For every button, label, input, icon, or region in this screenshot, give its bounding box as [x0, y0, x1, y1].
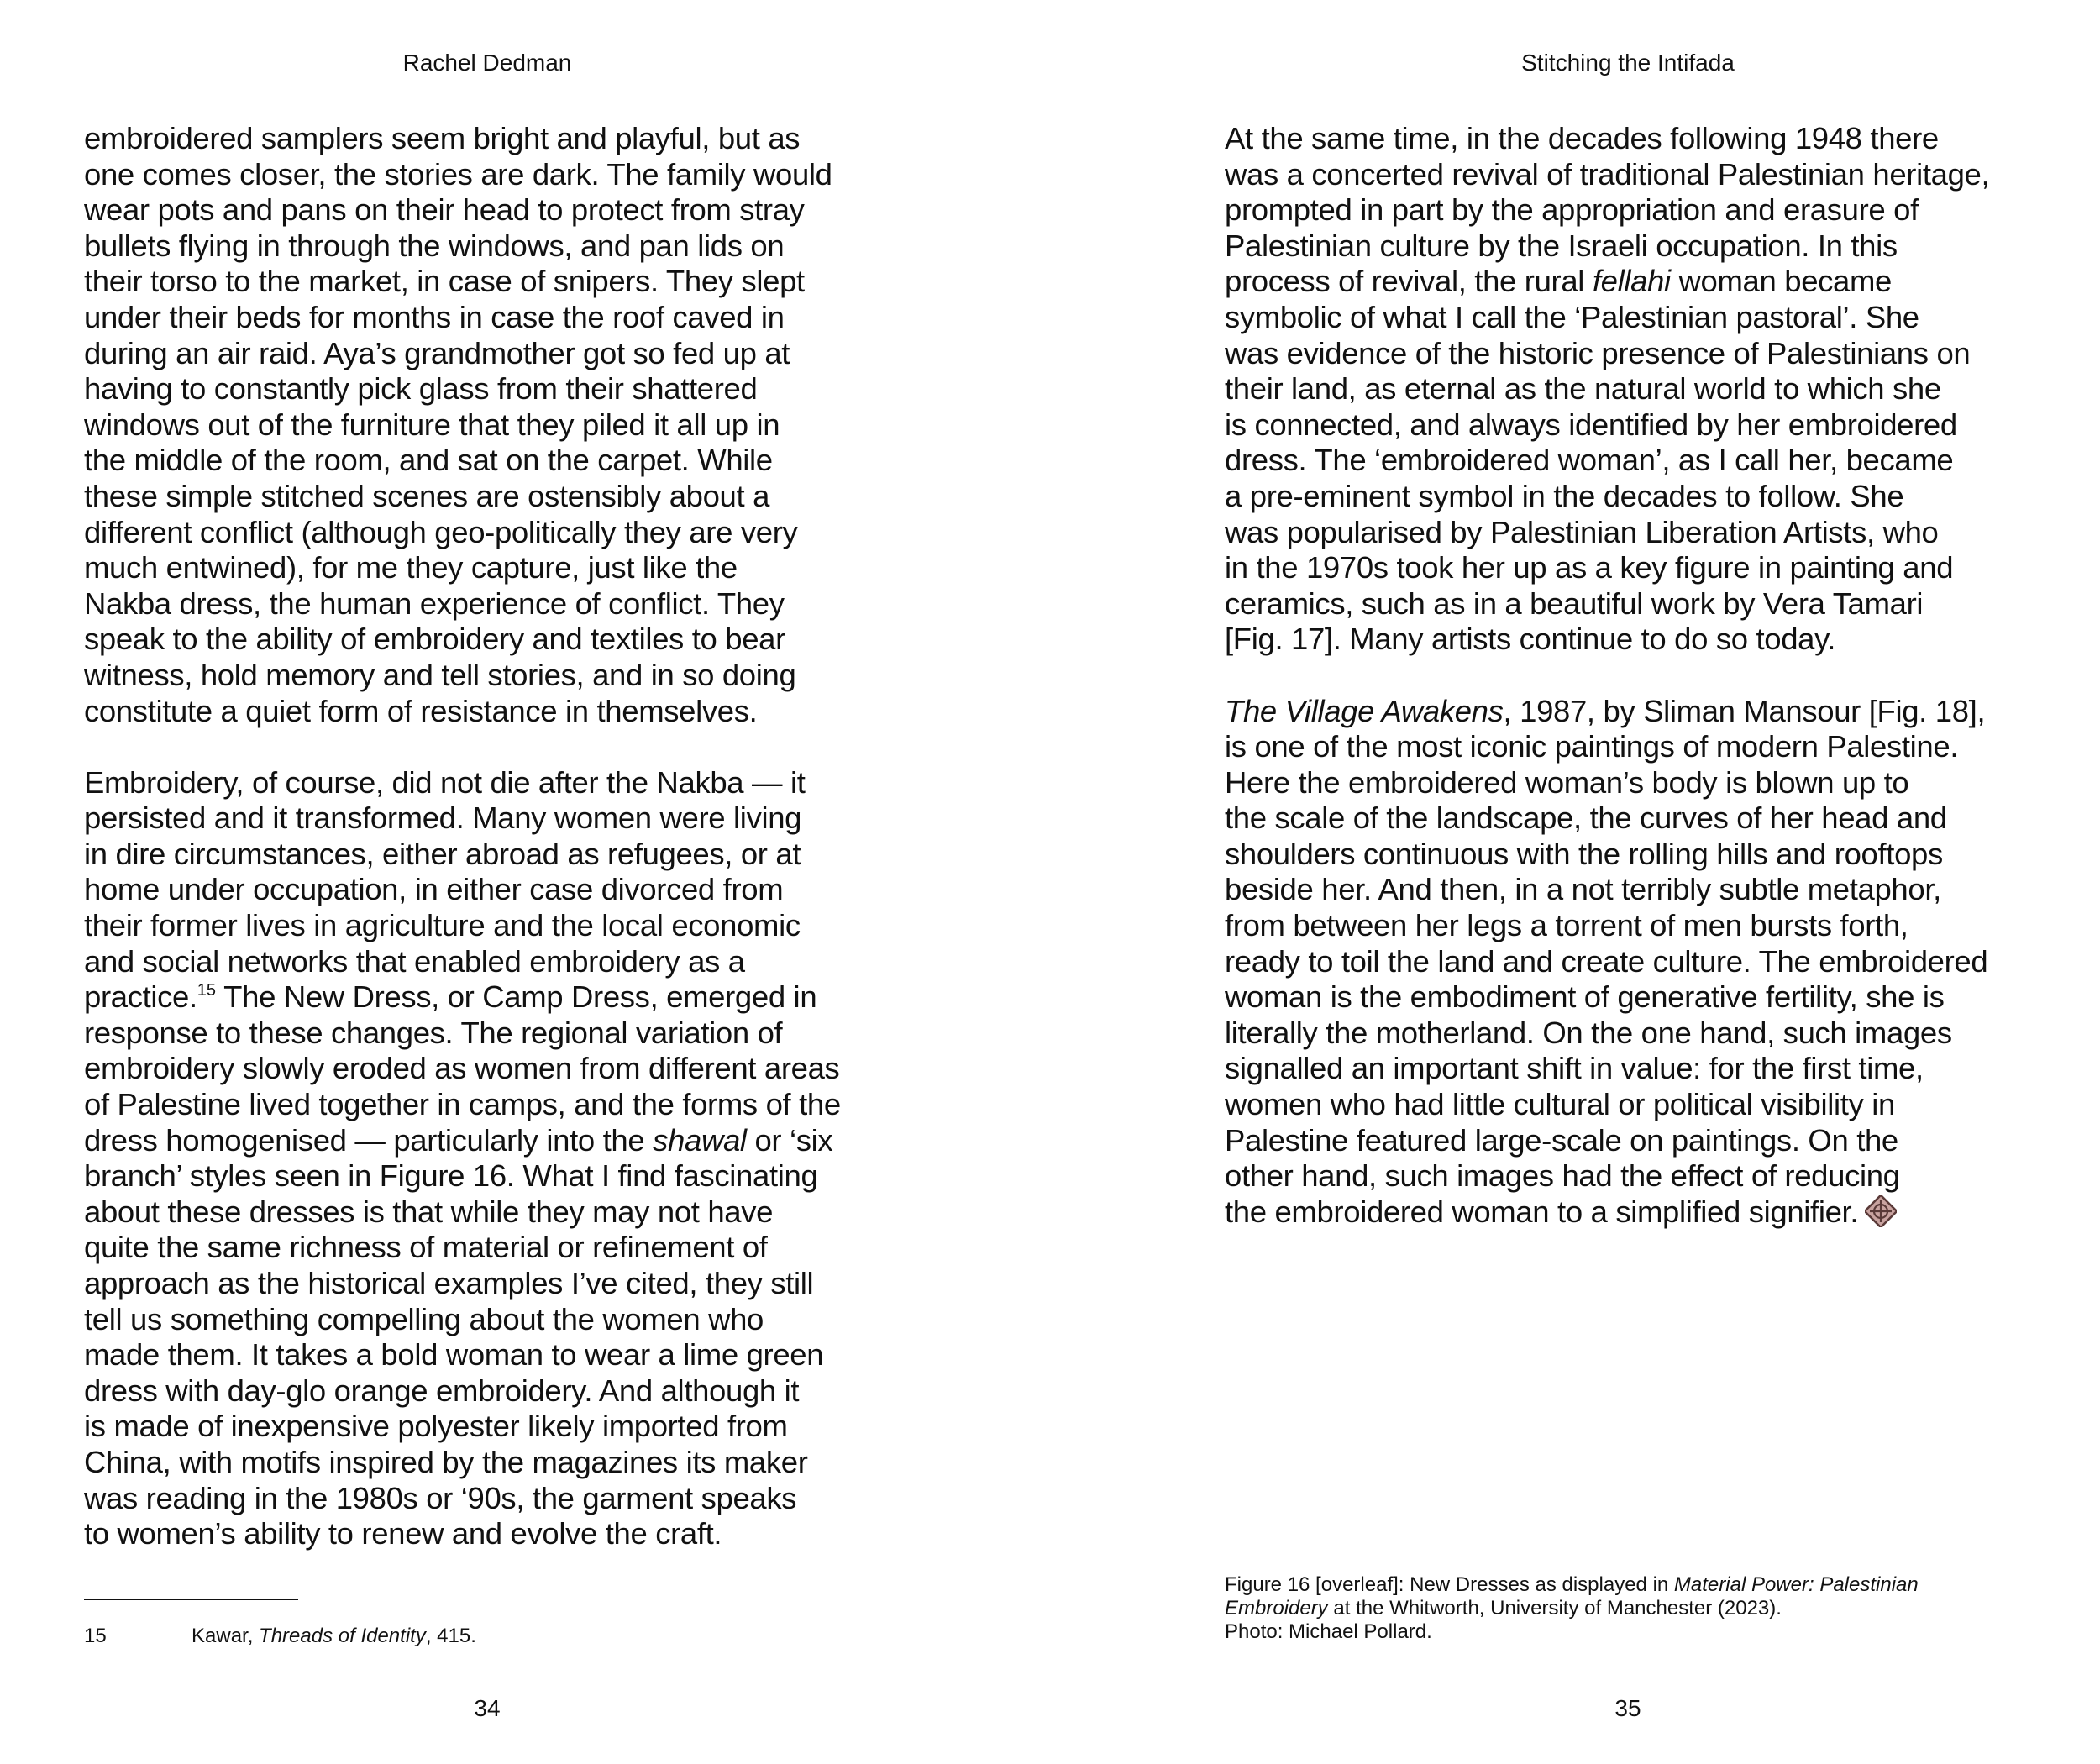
caption-line — [1225, 1597, 2048, 1620]
paragraph-gap — [1225, 658, 2065, 694]
text-line: different conflict (although geo-politically they are very — [84, 514, 798, 549]
footnote-pages: , 415. — [425, 1625, 476, 1647]
text-fragment: process of revival, the rural — [1225, 264, 1593, 299]
caption-photo-credit: Photo: Michael Pollard. — [1225, 1620, 1432, 1643]
right-paragraph-1 — [1225, 121, 2065, 658]
text-line: women who had little cultural or political visibility in — [1225, 1087, 1895, 1122]
text-line: in the 1970s took her up as a key figure in painting and — [1225, 550, 1954, 585]
text-line: home under occupation, in either case divorced from — [84, 872, 784, 907]
text-line: their torso to the market, in case of snipers. They slept — [84, 264, 805, 299]
text-line-with-footnote — [84, 979, 932, 1016]
text-line: China, with motifs inspired by the magazines its maker — [84, 1444, 808, 1479]
text-line: under their beds for months in case the roof caved in — [84, 299, 785, 334]
text-line: tell us something compelling about the women who — [84, 1301, 764, 1336]
text-line: prompted in part by the appropriation and erasure of — [1225, 192, 1919, 228]
text-line: made them. It takes a bold woman to wear a lime green — [84, 1337, 824, 1373]
text-line: dress with day-glo orange embroidery. And although it — [84, 1373, 800, 1408]
text-line: was popularised by Palestinian Liberation Artists, who — [1225, 514, 1939, 549]
exhibition-title: Embroidery — [1225, 1597, 1328, 1620]
text-line: Nakba dress, the human experience of conflict. They — [84, 585, 785, 621]
text-line: the scale of the landscape, the curves of her head and — [1225, 801, 1947, 836]
text-line-with-italic — [84, 1123, 932, 1159]
text-line: witness, hold memory and tell stories, and in so doing — [84, 657, 796, 692]
left-body-text — [84, 121, 932, 1552]
text-line: was a concerted revival of traditional Palestinian heritage, — [1225, 156, 1990, 192]
footnote-15 — [84, 1624, 476, 1649]
text-line: much entwined), for me they capture, just like the — [84, 550, 738, 585]
italic-term-fellahi: fellahi — [1592, 264, 1671, 299]
text-line: was evidence of the historic presence of Palestinians on — [1225, 335, 1971, 370]
text-line: a pre-eminent symbol in the decades to follow. She — [1225, 478, 1904, 513]
text-fragment: dress homogenised — particularly into the — [84, 1122, 654, 1158]
text-line: constitute a quiet form of resistance in themselves. — [84, 693, 758, 728]
text-fragment: practice. — [84, 979, 197, 1015]
caption-line — [1225, 1573, 2048, 1597]
page-number-left: 34 — [474, 1695, 501, 1721]
text-line: shoulders continuous with the rolling hills and rooftops — [1225, 836, 1943, 871]
text-line: of Palestine lived together in camps, and the forms of the — [84, 1087, 841, 1122]
text-fragment: Figure 16 [overleaf]: New Dresses as displayed in — [1225, 1573, 1674, 1596]
text-line: bullets flying in through the windows, and pan lids on — [84, 228, 785, 263]
footnote-number: 15 — [84, 1625, 107, 1647]
footnote-author: Kawar, — [192, 1625, 260, 1647]
text-line: branch’ styles seen in Figure 16. What I find fascinating — [84, 1158, 818, 1194]
text-line: having to constantly pick glass from their shattered — [84, 371, 758, 407]
text-line: woman is the embodiment of generative fertility, she is — [1225, 979, 1945, 1015]
footnote-book-title: Threads of Identity — [259, 1625, 426, 1647]
text-line: is one of the most iconic paintings of modern Palestine. — [1225, 729, 1959, 764]
left-paragraph-2 — [84, 765, 932, 1552]
text-line: about these dresses is that while they may not have — [84, 1194, 774, 1229]
text-line-last — [1225, 1194, 2065, 1231]
text-line: the middle of the room, and sat on the carpet. While — [84, 443, 773, 478]
text-line: approach as the historical examples I’ve cited, they still — [84, 1266, 814, 1300]
text-line: persisted and it transformed. Many women were living — [84, 801, 802, 836]
text-line: these simple stitched scenes are ostensibly about a — [84, 478, 770, 513]
text-line: Palestinian culture by the Israeli occupation. In this — [1225, 228, 1898, 263]
text-line: Embroidery, of course, did not die after the Nakba — it — [84, 764, 806, 800]
footnote-reference[interactable]: 15 — [197, 981, 217, 1000]
text-line: is made of inexpensive polyester likely imported from — [84, 1409, 788, 1444]
text-line: in dire circumstances, either abroad as refugees, or at — [84, 836, 801, 871]
text-line: response to these changes. The regional variation of — [84, 1015, 783, 1050]
text-line: ready to toil the land and create culture. The embroidered — [1225, 943, 1988, 979]
text-line: Here the embroidered woman’s body is blown up to — [1225, 764, 1909, 800]
text-fragment: the embroidered woman to a simplified signifier. — [1225, 1194, 1859, 1229]
left-paragraph-1 — [84, 121, 932, 729]
text-line: [Fig. 17]. Many artists continue to do so today. — [1225, 622, 1836, 657]
text-fragment: or ‘six — [746, 1122, 833, 1158]
page-number-right: 35 — [1614, 1695, 1641, 1721]
text-line: their land, as eternal as the natural world to which she — [1225, 371, 1941, 407]
text-line-with-italic — [1225, 264, 2065, 300]
text-line-with-italic — [1225, 694, 2065, 730]
italic-term-shawal: shawal — [653, 1122, 747, 1158]
text-line: embroidered samplers seem bright and playful, but as — [84, 121, 801, 155]
figure-16-caption — [1225, 1573, 2048, 1644]
artwork-title: The Village Awakens — [1225, 693, 1504, 728]
text-line: other hand, such images had the effect of reducing — [1225, 1158, 1900, 1194]
text-line: Palestine featured large-scale on paintings. On the — [1225, 1122, 1898, 1158]
text-line: At the same time, in the decades following 1948 there — [1225, 121, 1939, 155]
text-line: was reading in the 1980s or ‘90s, the garment speaks — [84, 1480, 797, 1515]
text-line: symbolic of what I call the ‘Palestinian pastoral’. She — [1225, 299, 1919, 334]
text-line: embroidery slowly eroded as women from different areas — [84, 1051, 840, 1086]
text-line: from between her legs a torrent of men bursts forth, — [1225, 908, 1908, 943]
running-head-title: Stitching the Intifada — [1521, 50, 1735, 76]
right-paragraph-2 — [1225, 694, 2065, 1231]
text-line: is connected, and always identified by her embroidered — [1225, 407, 1957, 442]
right-page — [1050, 0, 2100, 1764]
text-line: windows out of the furniture that they piled it all up in — [84, 407, 780, 442]
footnote-divider — [84, 1599, 298, 1600]
paragraph-gap — [84, 729, 932, 765]
text-line: speak to the ability of embroidery and textiles to bear — [84, 622, 785, 657]
text-line: dress. The ‘embroidered woman’, as I call her, became — [1225, 443, 1954, 478]
text-line: and social networks that enabled embroidery as a — [84, 943, 745, 979]
embroidery-cross-stitch-icon — [1865, 1195, 1897, 1227]
text-line: during an air raid. Aya’s grandmother got so fed up at — [84, 335, 790, 370]
right-body-text — [1225, 121, 2065, 1230]
text-line: their former lives in agriculture and the local economic — [84, 908, 801, 943]
text-line: signalled an important shift in value: for the first time, — [1225, 1051, 1924, 1086]
running-head-author: Rachel Dedman — [402, 50, 572, 76]
text-fragment: woman became — [1670, 264, 1892, 299]
text-fragment: The New Dress, or Camp Dress, emerged in — [216, 979, 817, 1015]
text-line: beside her. And then, in a not terribly subtle metaphor, — [1225, 872, 1941, 907]
text-line: wear pots and pans on their head to protect from stray — [84, 192, 805, 228]
text-line: ceramics, such as in a beautiful work by Vera Tamari — [1225, 585, 1924, 621]
text-line: one comes closer, the stories are dark. The family would — [84, 156, 832, 192]
exhibition-title: Material Power: Palestinian — [1673, 1573, 1919, 1596]
text-line: quite the same richness of material or refinement of — [84, 1230, 768, 1265]
text-line: to women’s ability to renew and evolve the craft. — [84, 1516, 722, 1551]
text-line: literally the motherland. On the one hand, such images — [1225, 1015, 1952, 1050]
text-fragment: , 1987, by Sliman Mansour [Fig. 18], — [1503, 693, 1986, 728]
text-fragment: at the Whitworth, University of Manchester (2023). — [1327, 1597, 1782, 1620]
